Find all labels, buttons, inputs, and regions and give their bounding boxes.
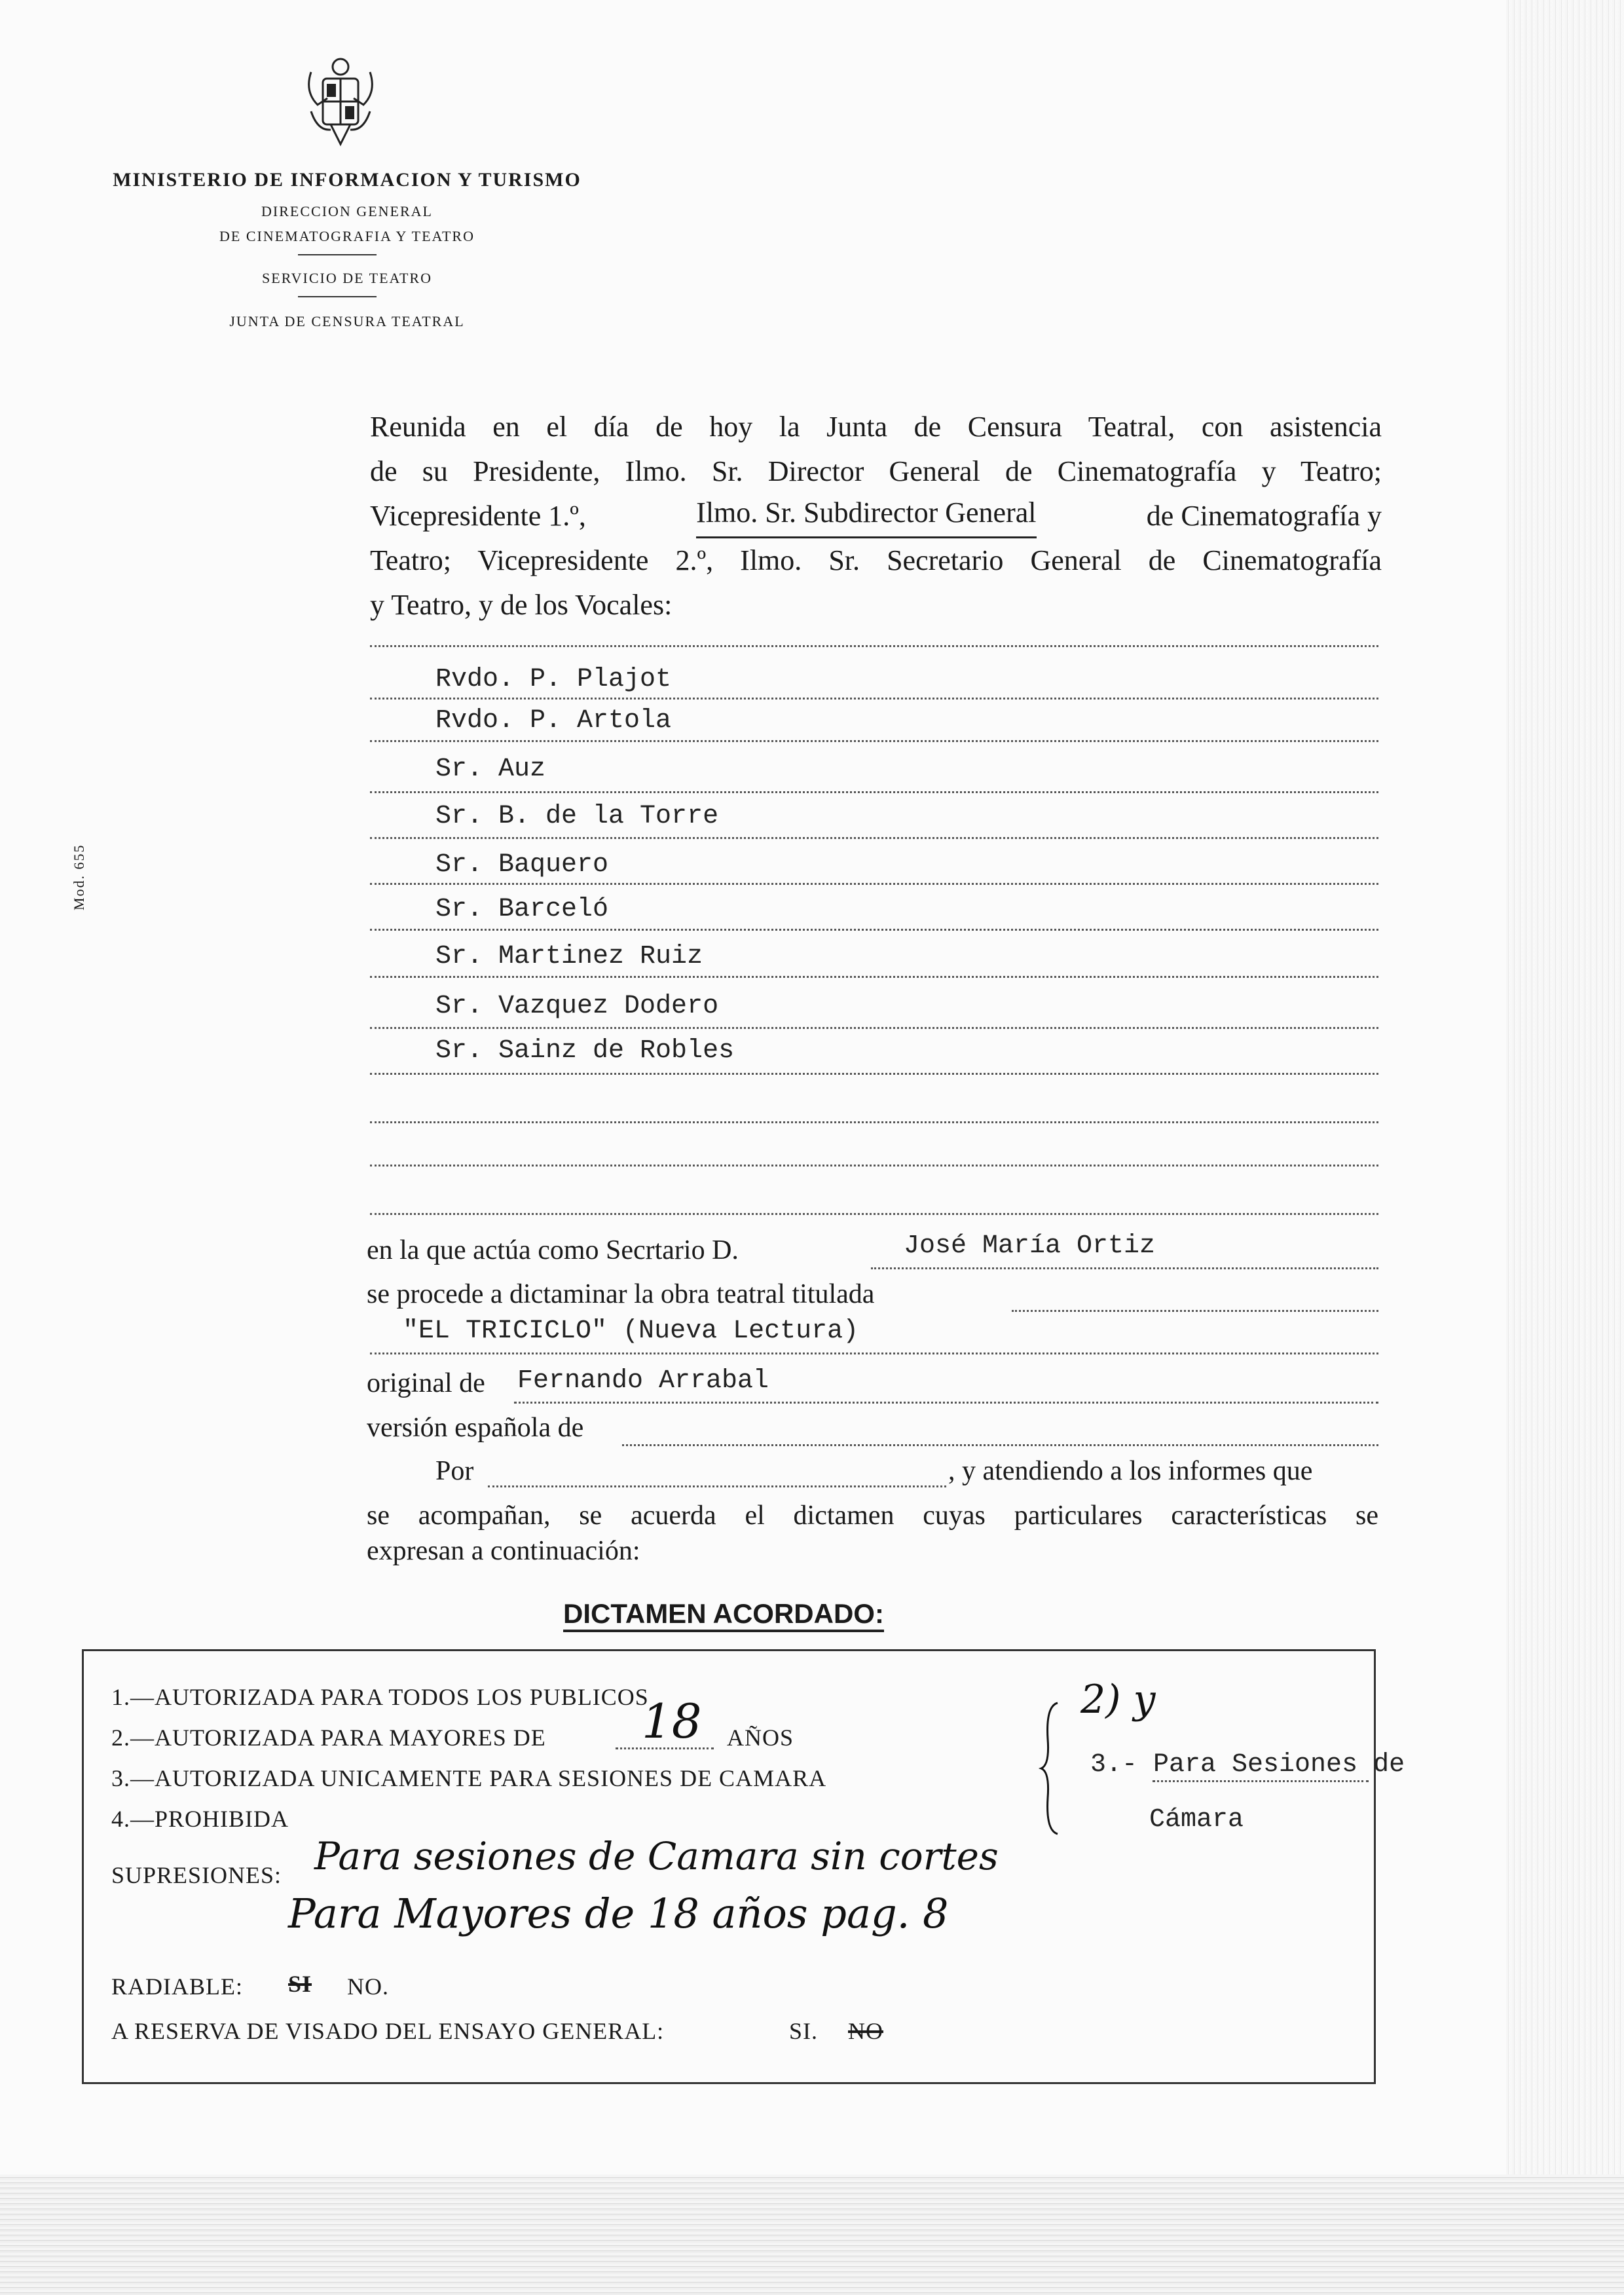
por-fill-line [488,1485,946,1487]
por-line-2: se acompañan, se acuerda el dictamen cuyas particulares características se [367,1501,1378,1531]
dictamen-title: DICTAMEN ACORDADO: [563,1598,884,1632]
vocal-line [370,929,1378,931]
vocal-line [370,1027,1378,1029]
vicepresident-1-label: Vicepresidente 1.º, [370,500,586,532]
secretary-name: José María Ortiz [904,1231,1156,1261]
vocal-name: Sr. Baquero [435,850,609,880]
side-note-typed-1: 3.- Para Sesiones de [1090,1750,1405,1780]
side-note-fill-line [1153,1780,1369,1782]
secretary-fill-line [871,1267,1378,1269]
intro-line-3 [370,494,1382,538]
age-handwritten: 18 [642,1694,702,1749]
vocal-line [370,698,1378,700]
option-years-label: AÑOS [727,1725,794,1751]
brace-mark-icon [1038,1700,1064,1837]
option-adults: 2.—AUTORIZADA PARA MAYORES DE [111,1725,546,1751]
intro-line-5: y Teatro, y de los Vocales: [370,589,673,621]
vocal-name: Sr. Martinez Ruiz [435,942,703,971]
version-label: versión española de [367,1413,584,1443]
side-note-typed-2: Cámara [1149,1805,1244,1835]
option-all-publics: 1.—AUTORIZADA PARA TODOS LOS PUBLICOS [111,1684,649,1710]
vocal-line [370,976,1378,978]
visado-no: NO [848,2018,883,2044]
intro-line-4: Teatro; Vicepresidente 2.º, Ilmo. Sr. Secretario General de Cinematografía [370,544,1382,576]
vocal-line-blank [370,1121,1378,1123]
supresiones-hand-line-1: Para sesiones de Camara sin cortes [314,1834,999,1878]
original-label: original de [367,1368,485,1398]
divider [298,296,377,297]
por-line-1-rest: , y atendiendo a los informes que [948,1456,1313,1486]
scan-edge-bottom [0,2174,1624,2295]
option-chamber-sessions: 3.—AUTORIZADA UNICAMENTE PARA SESIONES DE CAMARA [111,1765,827,1791]
author-name: Fernando Arrabal [517,1366,769,1396]
author-fill-line [514,1402,1378,1404]
work-title: "EL TRICICLO" (Nueva Lectura) [403,1316,859,1346]
radiable-si-struck [288,1970,312,1998]
vocal-name: Sr. Vazquez Dodero [435,992,719,1021]
supresiones-label: SUPRESIONES: [111,1862,282,1888]
vocal-line [370,883,1378,885]
vocal-name: Rvdo. P. Plajot [435,665,672,694]
visado-si: SI. [789,2018,819,2044]
side-note-hand: 2) y [1080,1677,1156,1723]
por-line-3: expresan a continuación: [367,1536,640,1566]
visado-no-struck [848,2017,883,2045]
radiable-no: NO. [347,1973,389,2000]
scan-edge-right [1506,0,1624,2295]
por-label: Por [435,1456,474,1486]
board-label: JUNTA DE CENSURA TEATRAL [229,313,465,329]
coat-of-arms-icon [298,52,383,157]
form-code: Mod. 655 [71,844,87,910]
secretary-label: en la que actúa como Secrtario D. [367,1235,739,1265]
visado-label: A RESERVA DE VISADO DEL ENSAYO GENERAL: [111,2018,665,2044]
direction-line-1: DIRECCION GENERAL [261,203,433,219]
radiable-label: RADIABLE: [111,1973,243,2000]
work-fill-line [1012,1310,1378,1312]
intro-line-1: Reunida en el día de hoy la Junta de Censura Teatral, con asistencia [370,411,1382,443]
work-title-line [370,1353,1378,1354]
vocal-line-blank [370,1165,1378,1166]
vocal-line-blank [370,645,1378,647]
service-label: SERVICIO DE TEATRO [262,270,432,286]
supresiones-hand-line-2: Para Mayores de 18 años pag. 8 [288,1890,949,1937]
vocal-line [370,837,1378,839]
ministry-title: MINISTERIO DE INFORMACION Y TURISMO [113,169,581,191]
vocal-name: Sr. B. de la Torre [435,802,719,831]
vocal-name: Rvdo. P. Artola [435,706,672,736]
vocal-name: Sr. Sainz de Robles [435,1036,735,1066]
intro-line-3-end: de Cinematografía y [1146,500,1382,532]
vocal-line-blank [370,1213,1378,1215]
vocal-line [370,740,1378,742]
intro-line-2: de su Presidente, Ilmo. Sr. Director General de Cinematografía y Teatro; [370,455,1382,487]
divider [298,254,377,255]
vocal-name: Sr. Auz [435,755,546,784]
direction-line-2: DE CINEMATOGRAFIA Y TEATRO [219,228,475,244]
vocal-line [370,791,1378,793]
work-label: se procede a dictaminar la obra teatral titulada [367,1279,875,1309]
option-prohibited: 4.—PROHIBIDA [111,1806,289,1832]
version-fill-line [622,1444,1378,1446]
subdirector-underlined: Ilmo. Sr. Subdirector General [696,494,1036,538]
vocal-name: Sr. Barceló [435,895,609,924]
radiable-si: SI [288,1971,312,1997]
vocal-line [370,1073,1378,1075]
